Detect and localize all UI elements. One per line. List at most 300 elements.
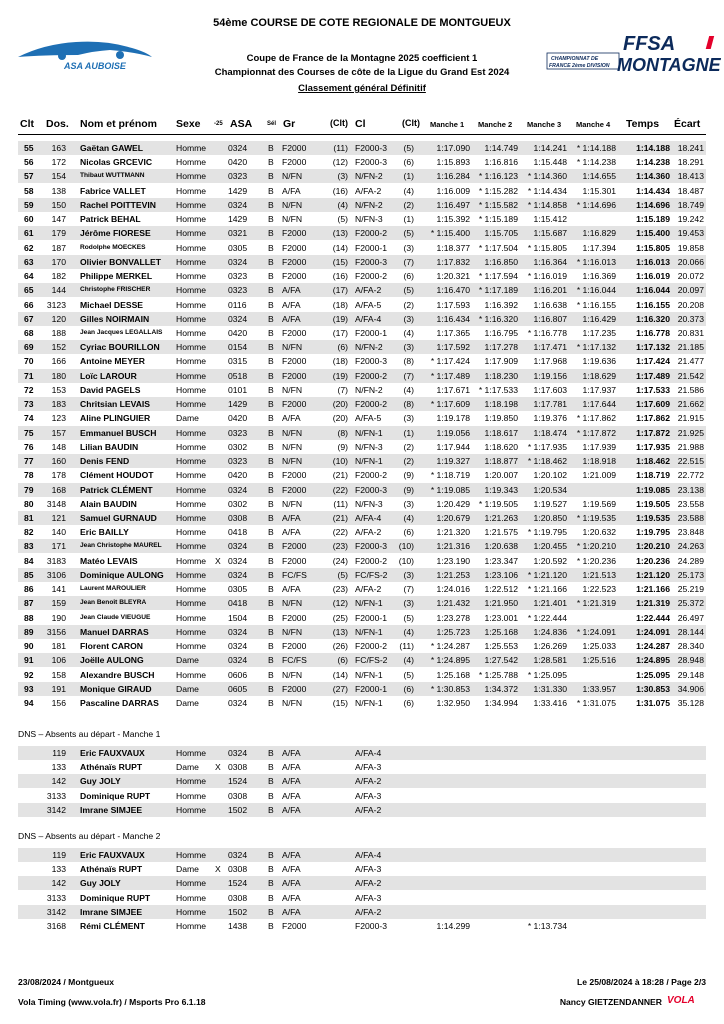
cell-ecart: 19.242 — [677, 214, 704, 225]
cell-temps: 1:20.236 — [636, 555, 670, 566]
cell-m4: 1:18.629 — [582, 370, 616, 381]
table-row — [18, 682, 706, 696]
cell-cltg: (15) — [332, 697, 348, 708]
cell-dos: 142 — [51, 776, 66, 787]
cell-sel: B — [268, 626, 274, 637]
cell-nom: Samuel GURNAUD — [80, 512, 157, 523]
cell-sexe: Homme — [176, 484, 207, 495]
cell-m1: 1:21.316 — [436, 541, 470, 552]
cell-clt: 78 — [24, 470, 34, 481]
cell-gr: N/FN — [282, 626, 303, 637]
cell-cltc: (6) — [403, 527, 414, 538]
cell-m2: * 1:15.282 — [478, 185, 518, 196]
cell-cltc: (6) — [403, 271, 414, 282]
cell-nom: Manuel DARRAS — [80, 626, 149, 637]
cell-sexe: Homme — [176, 285, 207, 296]
cell-sexe: Homme — [176, 906, 207, 917]
cell-cl: N/FN-2 — [355, 342, 383, 353]
table-row — [18, 625, 706, 639]
cell-sexe: Homme — [176, 541, 207, 552]
cell-m2: 1:18.877 — [484, 456, 518, 467]
col-asa: ASA — [230, 118, 253, 130]
cell-cltc: (10) — [398, 555, 414, 566]
cell-ecart: 21.988 — [677, 441, 704, 452]
cell-asa: 0321 — [228, 228, 248, 239]
cell-clt: 63 — [24, 256, 34, 267]
cell-m4: 1:15.301 — [582, 185, 616, 196]
dns-row — [18, 803, 706, 817]
cell-clt: 74 — [24, 413, 34, 424]
cell-m2: 1:16.816 — [484, 157, 518, 168]
cell-asa: 0606 — [228, 669, 248, 680]
cell-gr: N/FN — [282, 669, 303, 680]
cell-temps: 1:20.210 — [636, 541, 670, 552]
cell-gr: A/FA — [282, 864, 301, 875]
cell-nom: Clément HOUDOT — [80, 470, 154, 481]
cell-sel: B — [268, 569, 274, 580]
cell-nom: Rodolphe MOECKES — [80, 243, 146, 251]
cell-m2: 1:21.263 — [484, 512, 518, 523]
cell-gr: N/FN — [282, 427, 303, 438]
cell-m2: 1:25.553 — [484, 641, 518, 652]
cell-sexe: Homme — [176, 790, 207, 801]
cell-cltg: (11) — [333, 498, 348, 509]
cell-m2: 1:16.392 — [484, 299, 518, 310]
cell-m2: 1:25.168 — [484, 626, 518, 637]
cell-sexe: Homme — [176, 555, 207, 566]
cell-m3: * 1:18.462 — [527, 456, 567, 467]
col-dos: Dos. — [46, 118, 69, 130]
cell-sexe: Homme — [176, 299, 207, 310]
cell-gr: A/FA — [282, 413, 301, 424]
dns-row — [18, 876, 706, 890]
cell-m3: 1:16.638 — [533, 299, 567, 310]
table-row — [18, 141, 706, 155]
cell-dos: 119 — [52, 748, 66, 758]
cell-clt: 94 — [24, 697, 34, 708]
cell-gr: N/FN — [282, 384, 303, 395]
cell-cl: F2000-2 — [355, 641, 388, 652]
cell-m2: 1:18.230 — [484, 370, 518, 381]
cell-clt: 59 — [24, 199, 34, 210]
cell-cl: F2000-3 — [355, 143, 388, 153]
cell-gr: A/FA — [282, 790, 301, 801]
cell-m2: 1:20.007 — [484, 470, 518, 481]
cell-nom: Alexandre BUSCH — [80, 669, 155, 680]
table-row — [18, 525, 706, 539]
cell-ecart: 34.906 — [677, 683, 704, 694]
cell-nom: Jean Christophe MAUREL — [80, 542, 162, 550]
cell-sel: B — [268, 921, 274, 931]
cell-m3: * 1:21.120 — [527, 569, 567, 580]
cell-temps: 1:24.287 — [636, 641, 670, 652]
cell-sel: B — [268, 256, 274, 267]
cell-m3: 1:19.376 — [533, 413, 567, 424]
cell-nom: Guy JOLY — [80, 878, 121, 889]
cell-cl: N/FN-3 — [355, 214, 383, 225]
cell-clt: 69 — [24, 342, 34, 353]
cell-m2: * 1:19.505 — [478, 498, 518, 509]
cell-m2: 1:21.950 — [484, 598, 518, 609]
dns-row — [18, 891, 706, 905]
cell-m4: * 1:17.872 — [576, 427, 616, 438]
cell-m2: 1:17.909 — [484, 356, 518, 367]
cell-dos: 121 — [51, 512, 66, 523]
cell-dos: 154 — [51, 171, 66, 182]
cell-temps: 1:16.044 — [636, 285, 670, 296]
cell-sexe: Homme — [176, 199, 207, 210]
cell-m1: 1:21.253 — [436, 569, 470, 580]
cell-sel: B — [268, 441, 274, 452]
cell-m1: 1:15.392 — [436, 214, 470, 225]
cell-sexe: Homme — [176, 892, 207, 903]
cell-cl: N/FN-2 — [355, 199, 383, 210]
cell-m2: * 1:16.123 — [478, 171, 518, 182]
table-row — [18, 568, 706, 582]
cell-temps: 1:19.795 — [636, 527, 670, 538]
cell-cltc: (9) — [403, 470, 414, 481]
cell-clt: 89 — [24, 626, 34, 637]
cell-m4: * 1:21.319 — [576, 598, 616, 609]
cell-clt: 90 — [24, 641, 34, 652]
cell-cltg: (25) — [332, 612, 348, 623]
cell-asa: 1429 — [228, 185, 248, 196]
cell-nom: Imrane SIMJEE — [80, 906, 143, 917]
cell-nom: Aline PLINGUIER — [80, 413, 151, 424]
cell-m4: 1:17.939 — [582, 441, 616, 452]
cell-m2: 1:27.542 — [484, 655, 518, 666]
cell-ecart: 29.148 — [677, 669, 704, 680]
cell-nom: Athénaïs RUPT — [80, 864, 143, 875]
cell-m4: 1:21.009 — [582, 470, 616, 481]
cell-gr: A/FA — [282, 906, 301, 917]
cell-nom: Jean Jacques LEGALLAIS — [80, 328, 163, 336]
cell-m4: 1:18.918 — [582, 456, 616, 467]
cell-cltg: (5) — [337, 569, 348, 580]
cell-ecart: 28.340 — [677, 641, 704, 652]
cell-nom: Laurent MAROULIER — [80, 585, 146, 593]
cell-ecart: 23.848 — [677, 527, 704, 538]
cell-m1: 1:32.950 — [436, 697, 470, 708]
cell-gr: A/FA — [282, 527, 301, 538]
cell-m3: 1:28.581 — [533, 655, 567, 666]
cell-nom: Cyriac BOURILLON — [80, 342, 160, 353]
cell-dos: 152 — [51, 342, 66, 353]
footer-date-place: 23/08/2024 / Montgueux — [18, 977, 114, 987]
cell-asa: 0315 — [228, 356, 248, 367]
cell-gr: N/FN — [282, 342, 303, 353]
cell-m1: 1:16.470 — [436, 285, 470, 296]
cell-m2: 1:23.347 — [484, 555, 518, 566]
cell-cl: F2000-2 — [355, 370, 388, 381]
cell-ecart: 22.515 — [677, 456, 704, 467]
cell-asa: 1502 — [228, 804, 248, 815]
cell-cltg: (19) — [332, 370, 348, 381]
cell-sel: B — [268, 762, 274, 773]
cell-m3: 1:33.416 — [533, 697, 567, 708]
cell-sel: B — [268, 864, 274, 875]
cell-m1: * 1:24.287 — [430, 641, 470, 652]
cell-gr: F2000 — [282, 271, 307, 282]
cell-asa: 0324 — [228, 555, 248, 566]
table-row — [18, 312, 706, 326]
cell-m2: 1:21.575 — [484, 527, 518, 538]
cell-temps: 1:17.424 — [636, 356, 670, 367]
cell-gr: A/FA — [282, 512, 301, 523]
cell-nom: Loïc LAROUR — [80, 370, 137, 381]
cell-sel: B — [268, 185, 274, 196]
cell-temps: 1:17.533 — [636, 384, 670, 395]
cell-m2: 1:16.795 — [484, 327, 518, 338]
cell-m1: * 1:30.853 — [430, 683, 470, 694]
cell-nom: Emmanuel BUSCH — [80, 427, 157, 438]
cell-cl: F2000-3 — [355, 921, 388, 931]
cell-m3: 1:19.527 — [533, 498, 567, 509]
cell-m2: 1:18.620 — [484, 441, 518, 452]
cell-temps: 1:15.805 — [636, 242, 670, 253]
cell-temps: 1:16.155 — [636, 299, 670, 310]
cell-clt: 85 — [24, 569, 34, 580]
cell-m1: 1:17.090 — [436, 143, 470, 153]
cell-m4: 1:33.957 — [582, 683, 616, 694]
cell-clt: 86 — [24, 584, 34, 595]
cell-asa: 0324 — [228, 697, 248, 708]
cell-m3: * 1:13.734 — [527, 921, 567, 931]
cell-m1: 1:21.432 — [436, 598, 470, 609]
cell-dos: 142 — [51, 878, 66, 889]
cell-nom: Gilles NOIRMAIN — [80, 313, 150, 324]
dns-row — [18, 746, 706, 760]
cell-cl: F2000-1 — [355, 612, 388, 623]
cell-cltg: (12) — [332, 157, 348, 168]
cell-gr: F2000 — [282, 612, 307, 623]
cell-dos: 148 — [51, 441, 66, 452]
cell-clt: 75 — [24, 427, 34, 438]
cell-cl: F2000-3 — [355, 157, 388, 168]
cell-sel: B — [268, 299, 274, 310]
cell-sel: B — [268, 143, 274, 153]
cell-cltg: (26) — [332, 641, 348, 652]
cell-nom: Jean Claude VIEUGUE — [80, 613, 151, 621]
cell-sel: B — [268, 356, 274, 367]
col-cl: Cl — [355, 118, 366, 130]
cell-nom: Gaëtan GAWEL — [80, 143, 144, 153]
cell-sexe: Homme — [176, 327, 207, 338]
cell-nom: Nicolas GRCEVIC — [80, 157, 153, 168]
table-row — [18, 454, 706, 468]
table-row — [18, 411, 706, 425]
cell-m4: 1:19.569 — [582, 498, 616, 509]
cell-nom: Lilian BAUDIN — [80, 441, 139, 452]
cell-sel: B — [268, 512, 274, 523]
cell-cl: F2000-1 — [355, 683, 388, 694]
cell-cl: A/FA-4 — [355, 512, 382, 523]
cell-nom: Denis FEND — [80, 456, 130, 467]
cell-m4: * 1:31.075 — [576, 697, 616, 708]
cell-cltg: (27) — [332, 683, 348, 694]
cell-cltg: (13) — [332, 228, 348, 239]
cell-asa: 0323 — [228, 427, 248, 438]
cell-m2: 1:22.512 — [484, 584, 518, 595]
cell-sel: B — [268, 214, 274, 225]
cell-nom: Eric FAUXVAUX — [80, 850, 145, 860]
svg-text:FFSA: FFSA — [623, 33, 676, 55]
cell-clt: 58 — [24, 185, 34, 196]
cell-sexe: Homme — [176, 456, 207, 467]
dns-manche2-title: DNS – Absents au départ - Manche 2 — [18, 831, 161, 841]
cell-m2: * 1:16.320 — [478, 313, 518, 324]
cell-gr: F2000 — [282, 370, 307, 381]
cell-temps: 1:25.095 — [636, 669, 670, 680]
cell-gr: N/FN — [282, 498, 303, 509]
cell-gr: F2000 — [282, 683, 307, 694]
cell-cltc: (10) — [398, 541, 414, 552]
cell-m1: * 1:15.400 — [430, 228, 470, 239]
cell-dos: 172 — [51, 157, 66, 168]
cell-asa: 0418 — [228, 527, 248, 538]
dns-row — [18, 774, 706, 788]
cell-clt: 91 — [24, 655, 34, 666]
cell-m3: * 1:17.935 — [527, 441, 567, 452]
cell-temps: 1:31.075 — [636, 697, 670, 708]
cell-clt: 60 — [24, 214, 34, 225]
cell-cltg: (12) — [332, 598, 348, 609]
cell-sel: B — [268, 399, 274, 410]
cell-m3: * 1:22.444 — [527, 612, 567, 623]
cell-cl: A/FA-3 — [355, 892, 382, 903]
cell-dos: 106 — [51, 655, 66, 666]
cell-dos: 171 — [51, 541, 66, 552]
cell-sel: B — [268, 171, 274, 182]
cell-temps: 1:17.872 — [636, 427, 670, 438]
cell-ecart: 20.097 — [677, 285, 704, 296]
cell-m4: 1:16.829 — [582, 228, 616, 239]
cell-asa: 0324 — [228, 626, 248, 637]
cell-dos: 3133 — [46, 892, 66, 903]
cell-cl: A/FA-5 — [355, 413, 382, 424]
col-manche4: Manche 4 — [576, 120, 611, 129]
cell-sel: B — [268, 484, 274, 495]
cell-cl: A/FA-2 — [355, 878, 382, 889]
col-manche3: Manche 3 — [527, 120, 562, 129]
svg-text:MONTAGNE: MONTAGNE — [617, 55, 721, 75]
table-header — [0, 118, 724, 132]
table-row — [18, 639, 706, 653]
cell-cltc: (5) — [403, 228, 414, 239]
table-row — [18, 155, 706, 169]
cell-cl: A/FA-3 — [355, 864, 382, 875]
cell-clt: 76 — [24, 441, 34, 452]
vola-logo: VOLA — [667, 995, 695, 1006]
cell-cltg: (20) — [332, 413, 348, 424]
table-row — [18, 241, 706, 255]
cell-dos: 168 — [51, 484, 66, 495]
cell-ecart: 18.749 — [677, 199, 704, 210]
cell-gr: F2000 — [282, 242, 307, 253]
table-row — [18, 383, 706, 397]
cell-dos: 3148 — [46, 498, 66, 509]
cell-asa: 0324 — [228, 143, 248, 153]
cell-asa: 0323 — [228, 171, 248, 182]
cell-m2: * 1:25.788 — [478, 669, 518, 680]
cell-cl: A/FA-3 — [355, 762, 382, 773]
cell-cl: A/FA-4 — [355, 850, 382, 860]
cell-asa: 1502 — [228, 906, 248, 917]
cell-sexe: Dame — [176, 655, 199, 666]
cell-sexe: Homme — [176, 804, 207, 815]
cell-gr: F2000 — [282, 399, 307, 410]
cell-cl: F2000-3 — [355, 356, 388, 367]
cell-temps: 1:18.719 — [636, 470, 670, 481]
table-row — [18, 497, 706, 511]
cell-cltg: (4) — [337, 199, 348, 210]
cell-cltg: (13) — [332, 626, 348, 637]
cell-temps: 1:19.085 — [636, 484, 670, 495]
cell-clt: 72 — [24, 384, 34, 395]
cell-dos: 150 — [51, 199, 66, 210]
cell-cl: F2000-2 — [355, 399, 388, 410]
cell-sel: B — [268, 683, 274, 694]
cell-cl: F2000-1 — [355, 242, 388, 253]
cell-ecart: 28.948 — [677, 655, 704, 666]
cell-dos: 3133 — [46, 790, 66, 801]
cell-m3: 1:20.850 — [533, 512, 567, 523]
cell-m1: * 1:17.609 — [430, 399, 470, 410]
cell-cltg: (6) — [337, 655, 348, 666]
cell-dos: 147 — [51, 214, 66, 225]
cell-dos: 120 — [51, 313, 66, 324]
cell-temps: 1:21.166 — [636, 584, 670, 595]
table-row — [18, 269, 706, 283]
cell-nom: Joëlle AULONG — [80, 655, 144, 666]
cell-dos: 187 — [51, 242, 66, 253]
cell-sexe: Homme — [176, 214, 207, 225]
col-ecart: Écart — [674, 118, 701, 130]
cell-dos: 133 — [51, 864, 66, 875]
cell-gr: F2000 — [282, 327, 307, 338]
cell-dos: 179 — [51, 228, 66, 239]
cell-ecart: 21.925 — [677, 427, 704, 438]
cell-clt: 93 — [24, 683, 34, 694]
cell-gr: FC/FS — [282, 569, 307, 580]
cell-gr: A/FA — [282, 776, 301, 787]
cell-sel: B — [268, 790, 274, 801]
cell-nom: Eric BAILLY — [80, 527, 129, 538]
cell-nom: Philippe MERKEL — [80, 271, 153, 282]
cell-sel: B — [268, 199, 274, 210]
cell-gr: A/FA — [282, 299, 301, 310]
cell-m4: * 1:24.091 — [576, 626, 616, 637]
cell-asa: 0305 — [228, 242, 248, 253]
cell-cltc: (11) — [399, 641, 414, 652]
cell-nom: Patrick CLÉMENT — [80, 484, 153, 495]
col-clt: Clt — [20, 118, 34, 130]
cell-dos: 190 — [51, 612, 66, 623]
cell-cltc: (4) — [403, 626, 414, 637]
cell-m4: 1:14.655 — [582, 171, 616, 182]
cell-cl: F2000-3 — [355, 541, 388, 552]
cell-asa: 1438 — [228, 921, 248, 931]
cell-sexe: Homme — [176, 598, 207, 609]
cell-m4: * 1:20.236 — [576, 555, 616, 566]
cell-sel: B — [268, 342, 274, 353]
cell-asa: 0324 — [228, 256, 248, 267]
cell-m4: * 1:14.696 — [576, 199, 616, 210]
cell-asa: 0324 — [228, 850, 248, 860]
cell-m4: 1:22.523 — [582, 584, 616, 595]
cell-sexe: Homme — [176, 878, 207, 889]
cell-cltg: (20) — [332, 399, 348, 410]
